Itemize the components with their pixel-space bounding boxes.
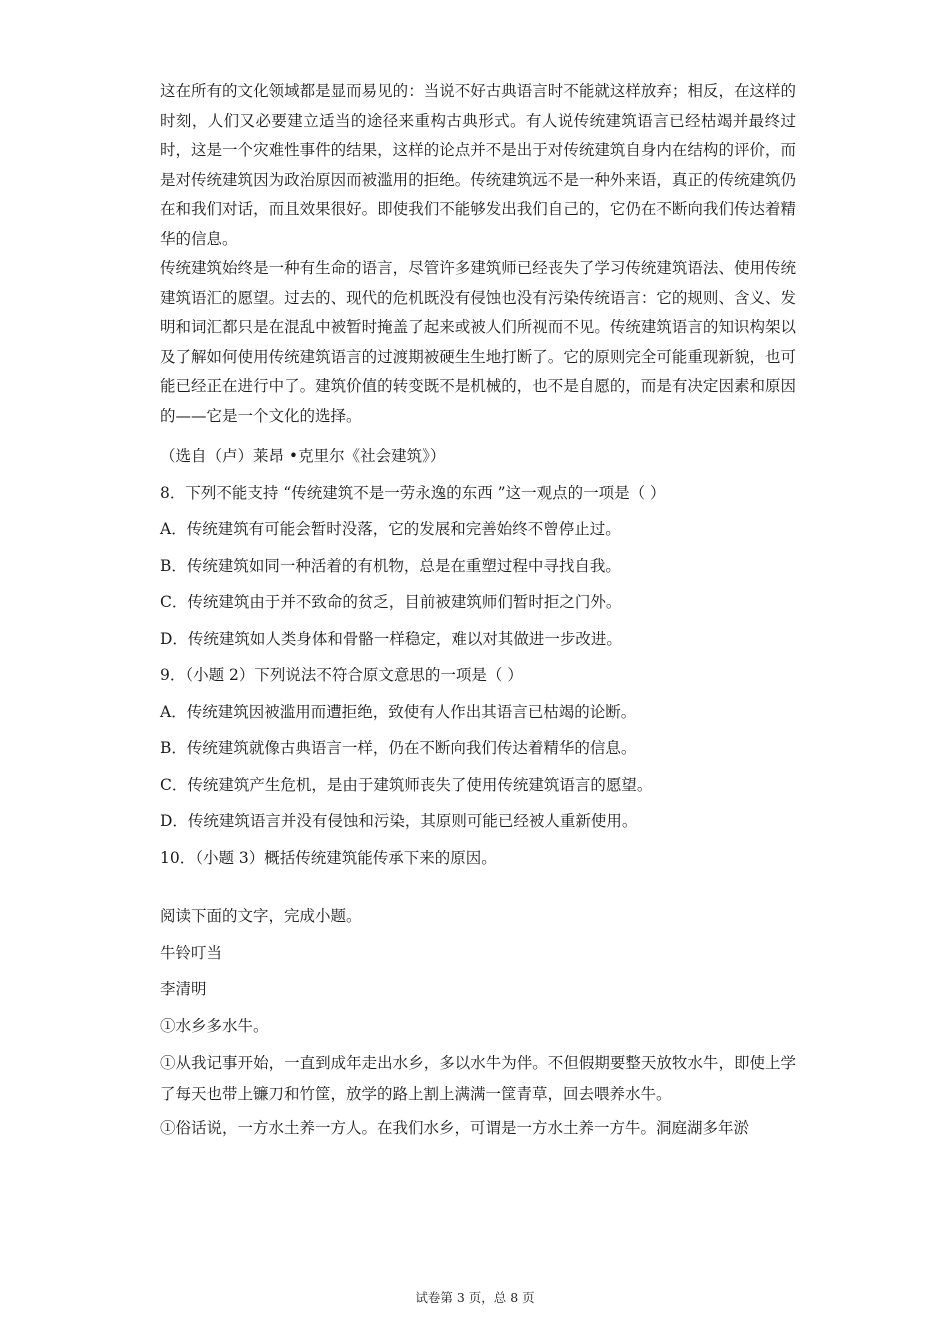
question-9-stem: 9．（小题 2）下列说法不符合原文意思的一项是（ ） xyxy=(160,666,523,684)
question-9-option-a: A．传统建筑因被滥用而遭拒绝，致使有人作出其语言已枯竭的论断。 xyxy=(160,702,637,721)
question-9-option-c: C．传统建筑产生危机，是由于建筑师丧失了使用传统建筑语言的愿望。 xyxy=(160,775,653,794)
passage2-paragraph-3: ①俗话说，一方水土养一方人。在我们水乡，可谓是一方水土养一方牛。洞庭湖多年淤 xyxy=(160,1119,750,1137)
passage2-author: 李清明 xyxy=(160,980,207,998)
passage2-paragraph-2: ①从我记事开始，一直到成年走出水乡，多以水牛为伴。不但假期要整天放牧水牛，即使上学了每天也带上镰刀和竹筐，放学的路上割上满满一筐青草，回去喂养水牛。 xyxy=(160,1054,796,1103)
question-8-option-c: C．传统建筑由于并不致命的贫乏，目前被建筑师们暂时拒之门外。 xyxy=(160,593,622,611)
question-9-option-b: B．传统建筑就像古典语言一样，仍在不断向我们传达着精华的信息。 xyxy=(160,739,637,757)
question-8-option-a: A．传统建筑有可能会暂时没落，它的发展和完善始终不曾停止过。 xyxy=(160,520,621,538)
passage1-paragraph-1: 这在所有的文化领域都是显而易见的：当说不好古典语言时不能就这样放弃；相反，在这样的时刻，人们又必要建立适当的途径来重构古典形式。有人说传统建筑语言已经枯竭并最终过时，这是一个灾难性事件的结果，这样的论点并不是出于对传统建筑自身内在结构的评价，而是对传统建筑因为政治原因而被滥用的拒绝。传统建筑远不是一种外来语，真正的传统建筑仍在和我们对话，而且效果很好。即使我们不能够发出我们自己的，它仍在不断向我们传达着精华的信息。 xyxy=(160,82,796,248)
spacer xyxy=(160,431,796,438)
page-content xyxy=(160,77,796,1144)
passage1-paragraph-2: 传统建筑始终是一种有生命的语言，尽管许多建筑师已经丧失了学习传统建筑语法、使用传统建筑语汇的愿望。过去的、现代的危机既没有侵蚀也没有污染传统语言：它的规则、含义、发明和词汇都只是在混乱中被暂时掩盖了起来或被人们所视而不见。传统建筑语言的知识构架以及了解如何使用传统建筑语言的过渡期被硬生生地打断了。它的原则完全可能重现新貌，也可能已经正在进行中了。建筑价值的转变既不是机械的，也不是自愿的，而是有决定因素和原因的——它是一个文化的选择。 xyxy=(160,259,796,425)
question-10-stem: 10．（小题 3）概括传统建筑能传承下来的原因。 xyxy=(160,848,497,867)
passage2-instruction: 阅读下面的文字，完成小题。 xyxy=(160,907,362,925)
passage2-title: 牛铃叮当 xyxy=(160,943,223,962)
question-8-option-d: D．传统建筑如人类身体和骨骼一样稳定，难以对其做进一步改进。 xyxy=(160,629,622,648)
question-9-option-d: D．传统建筑语言并没有侵蚀和污染，其原则可能已经被人重新使用。 xyxy=(160,812,638,830)
spacer xyxy=(160,876,796,898)
question-8-stem: 8．下列不能支持 “传统建筑不是一劳永逸的东西 ”这一观点的一项是（ ） xyxy=(160,483,666,502)
question-8-option-b: B．传统建筑如同一种活着的有机物，总是在重塑过程中寻找自我。 xyxy=(160,556,621,575)
page-footer: 试卷第 3 页，总 8 页 xyxy=(415,1290,535,1305)
passage1-source: （选自（卢）莱昂 •克里尔《社会建筑》） xyxy=(160,447,446,465)
passage2-paragraph-1: ①水乡多水牛。 xyxy=(160,1016,269,1035)
